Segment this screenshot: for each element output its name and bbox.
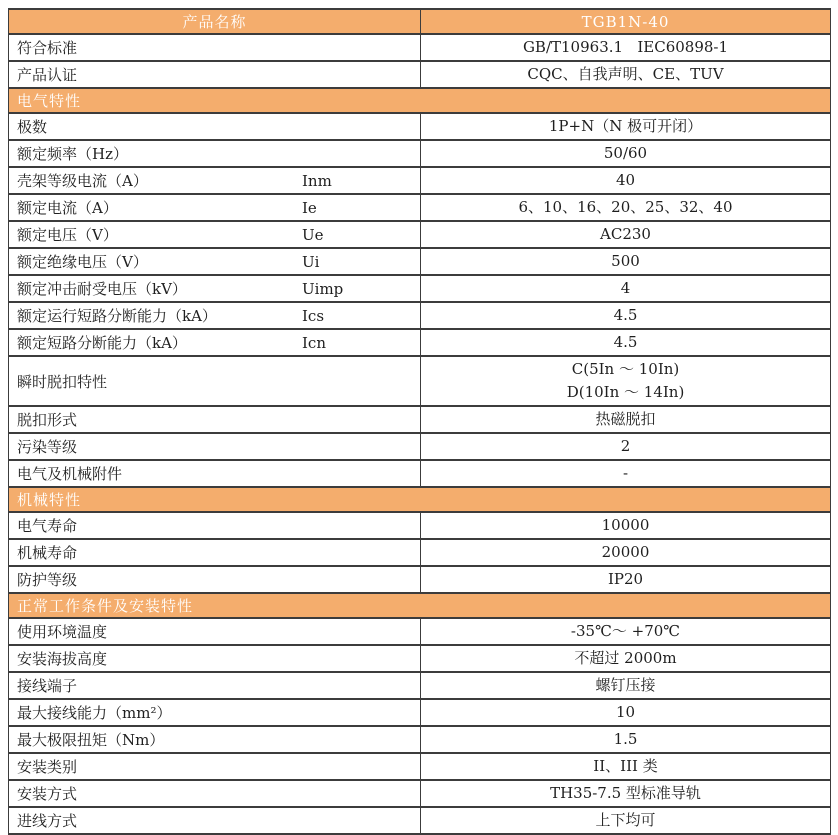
row-value-line: 螺钉压接	[595, 676, 656, 694]
table-row	[9, 780, 831, 807]
row-label: 额定绝缘电压（V）	[17, 253, 148, 271]
table-row	[9, 726, 831, 753]
row-value-line: 4.5	[613, 333, 638, 351]
row-label-cell	[9, 460, 421, 487]
table-row	[9, 699, 831, 726]
row-label: 安装方式	[17, 785, 78, 803]
row-label: 电气及机械附件	[17, 465, 123, 483]
row-value	[421, 34, 831, 61]
table-row	[9, 512, 831, 539]
section-header-row	[9, 593, 831, 618]
row-value-line: -	[622, 464, 629, 482]
table-row	[9, 753, 831, 780]
row-label-cell	[9, 329, 421, 356]
row-value	[421, 302, 831, 329]
row-value-line: 20000	[601, 543, 650, 561]
row-value-line: 1P+N（N 极可开闭）	[548, 117, 703, 135]
table-row	[9, 194, 831, 221]
row-symbol: Uimp	[302, 279, 344, 298]
row-value-line: 10000	[601, 516, 650, 534]
row-label: 安装类别	[17, 758, 78, 776]
row-value-line: IP20	[607, 570, 644, 588]
table-row	[9, 566, 831, 593]
row-label: 脱扣形式	[17, 411, 78, 429]
row-value	[421, 329, 831, 356]
row-symbol: Icn	[302, 333, 326, 352]
table-row	[9, 167, 831, 194]
table-row	[9, 113, 831, 140]
row-label: 安装海拔高度	[17, 650, 108, 668]
row-label-cell	[9, 61, 421, 88]
row-value-line: 4.5	[613, 306, 638, 324]
row-value-line: 10	[615, 703, 636, 721]
row-label: 壳架等级电流（A）	[17, 172, 148, 190]
row-value-line: -35℃～ +70℃	[570, 622, 681, 640]
row-value	[421, 61, 831, 88]
row-label-cell	[9, 275, 421, 302]
row-value-line: 4	[620, 279, 631, 297]
row-label: 产品认证	[17, 66, 78, 84]
row-value-line: II、III 类	[593, 757, 658, 775]
row-value	[421, 356, 831, 406]
row-label: 额定频率（Hz）	[17, 145, 128, 163]
row-label-cell	[9, 780, 421, 807]
row-value	[421, 645, 831, 672]
row-value	[421, 512, 831, 539]
row-value	[421, 780, 831, 807]
section-header-row	[9, 487, 831, 512]
row-label: 额定电流（A）	[17, 199, 118, 217]
row-value-line: C(5In ～ 10In)	[571, 360, 680, 378]
row-value-line: 不超过 2000m	[574, 649, 677, 667]
table-row	[9, 140, 831, 167]
row-label: 污染等级	[17, 438, 78, 456]
table-row	[9, 356, 831, 406]
row-label-cell	[9, 221, 421, 248]
row-label: 最大接线能力（mm²）	[17, 704, 172, 722]
row-label: 机械寿命	[17, 544, 78, 562]
row-value-line: 上下均可	[595, 811, 656, 829]
row-label-cell	[9, 433, 421, 460]
row-label-cell	[9, 34, 421, 61]
row-value	[421, 699, 831, 726]
product-name-header: 产品名称	[9, 9, 421, 34]
row-value-line: 500	[611, 252, 640, 270]
table-row	[9, 645, 831, 672]
table-row	[9, 672, 831, 699]
table-row	[9, 302, 831, 329]
row-label-cell	[9, 140, 421, 167]
section-header-row	[9, 88, 831, 113]
table-row	[9, 433, 831, 460]
row-value	[421, 726, 831, 753]
row-value	[421, 113, 831, 140]
row-label-cell	[9, 356, 421, 406]
table-row	[9, 248, 831, 275]
row-symbol: Ics	[302, 306, 325, 325]
row-label-cell	[9, 539, 421, 566]
row-label-cell	[9, 753, 421, 780]
row-value	[421, 221, 831, 248]
row-label-cell	[9, 672, 421, 699]
table-row	[9, 221, 831, 248]
row-label: 额定短路分断能力（kA）	[17, 334, 187, 352]
row-label-cell	[9, 618, 421, 645]
row-label: 防护等级	[17, 571, 78, 589]
row-label-cell	[9, 194, 421, 221]
row-label: 额定电压（V）	[17, 226, 118, 244]
row-value-line: 1.5	[613, 730, 638, 748]
product-header-row	[9, 9, 831, 34]
row-label: 符合标准	[17, 39, 78, 57]
row-label-cell	[9, 726, 421, 753]
row-value	[421, 672, 831, 699]
row-value	[421, 807, 831, 834]
row-value	[421, 406, 831, 433]
row-value-line: 40	[615, 171, 636, 189]
row-value	[421, 539, 831, 566]
section-title: 机械特性	[9, 487, 831, 512]
row-value-line: TH35-7.5 型标准导轨	[550, 784, 701, 802]
row-value-line: GB/T10963.1 IEC60898-1	[522, 38, 729, 56]
table-row	[9, 618, 831, 645]
product-model-header: TGB1N-40	[421, 9, 831, 34]
row-symbol: Ue	[302, 225, 324, 244]
row-label-cell	[9, 512, 421, 539]
row-label: 进线方式	[17, 812, 78, 830]
row-value	[421, 753, 831, 780]
section-title: 电气特性	[9, 88, 831, 113]
row-label: 使用环境温度	[17, 623, 108, 641]
row-label-cell	[9, 406, 421, 433]
row-symbol: Inm	[302, 171, 332, 190]
row-value-line: AC230	[600, 225, 651, 243]
row-value-line: 6、10、16、20、25、32、40	[518, 198, 733, 216]
table-row	[9, 539, 831, 566]
row-value-line: 2	[620, 437, 631, 455]
row-label: 接线端子	[17, 677, 78, 695]
table-row	[9, 406, 831, 433]
row-label-cell	[9, 167, 421, 194]
row-value-line: 热磁脱扣	[595, 410, 656, 428]
row-value	[421, 140, 831, 167]
row-value	[421, 460, 831, 487]
row-label: 极数	[17, 118, 48, 136]
row-label: 额定运行短路分断能力（kA）	[17, 307, 217, 325]
table-row	[9, 460, 831, 487]
row-label-cell	[9, 699, 421, 726]
table-row	[9, 275, 831, 302]
row-label: 最大极限扭矩（Nm）	[17, 731, 165, 749]
row-symbol: Ie	[302, 198, 317, 217]
row-value-line: CQC、自我声明、CE、TUV	[527, 65, 724, 83]
spec-table-body	[9, 9, 831, 834]
row-value	[421, 566, 831, 593]
row-label-cell	[9, 248, 421, 275]
row-label-cell	[9, 302, 421, 329]
row-value-line: D(10In ～ 14In)	[566, 383, 685, 401]
table-row	[9, 61, 831, 88]
row-symbol: Ui	[302, 252, 320, 271]
product-spec-table	[8, 8, 831, 835]
table-row	[9, 329, 831, 356]
row-label-cell	[9, 807, 421, 834]
row-label-cell	[9, 566, 421, 593]
row-value	[421, 618, 831, 645]
row-value	[421, 194, 831, 221]
row-label: 电气寿命	[17, 517, 78, 535]
row-value	[421, 433, 831, 460]
row-value	[421, 248, 831, 275]
row-label-cell	[9, 645, 421, 672]
section-title: 正常工作条件及安装特性	[9, 593, 831, 618]
row-label: 瞬时脱扣特性	[17, 372, 108, 391]
row-value	[421, 167, 831, 194]
row-value-line: 50/60	[603, 144, 648, 162]
row-label: 额定冲击耐受电压（kV）	[17, 280, 187, 298]
row-label-cell	[9, 113, 421, 140]
table-row	[9, 34, 831, 61]
row-value	[421, 275, 831, 302]
table-row	[9, 807, 831, 834]
